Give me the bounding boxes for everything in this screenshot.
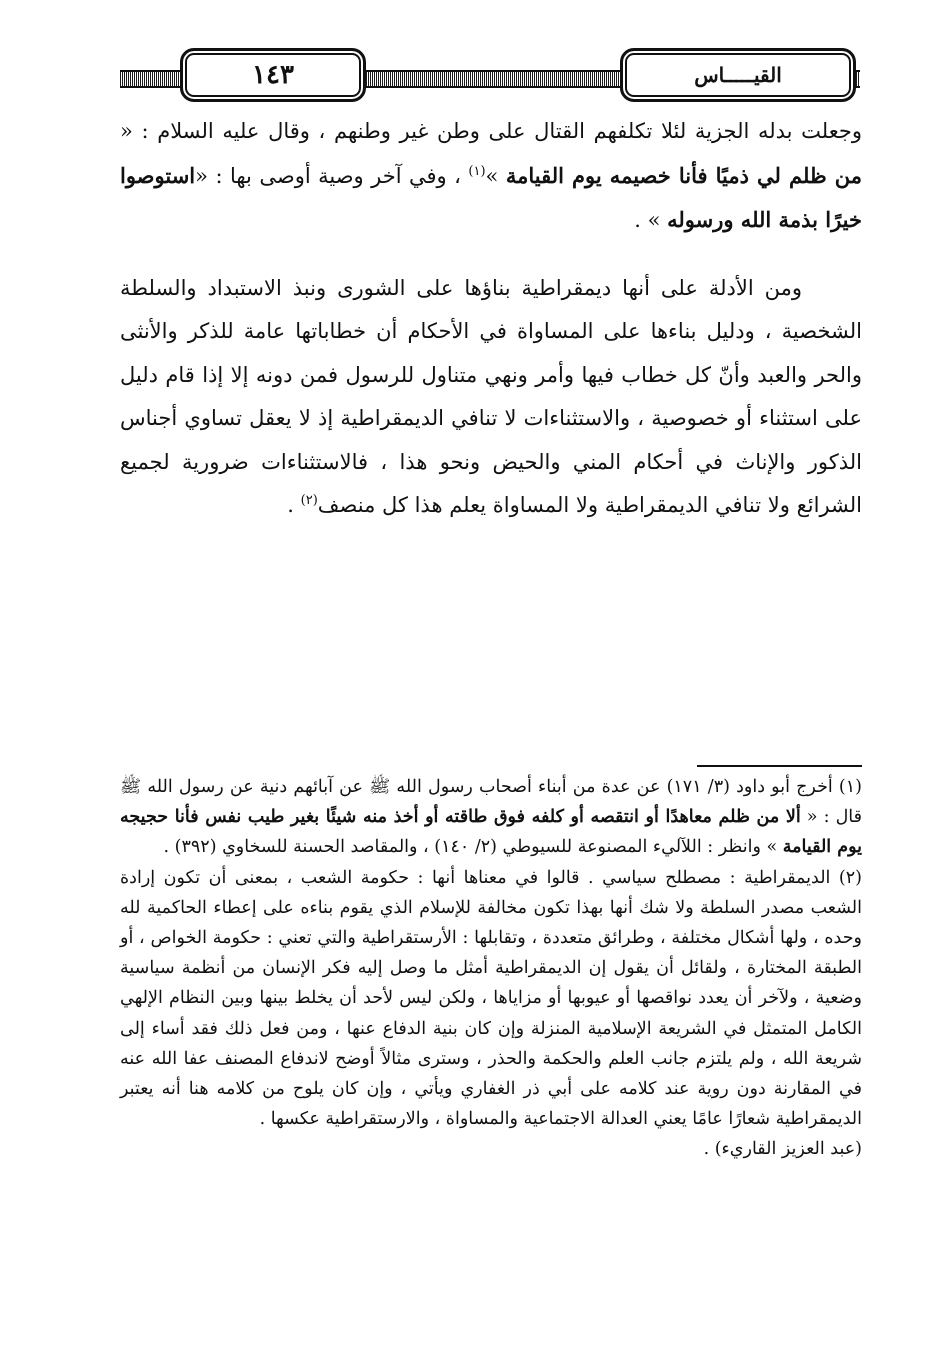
footnote-ref-2[interactable]: (٢) xyxy=(300,493,318,508)
p1-text-c: ، وفي آخر وصية أوصى بها : « xyxy=(195,163,469,188)
p1-text-d: » . xyxy=(634,208,668,232)
footnote-1 xyxy=(120,772,862,863)
fn1-text-b: » وانظر : اللآليء المصنوعة للسيوطي (٢/ ١٤٠) ، والمقاصد الحسنة للسخاوي (٣٩٢) . xyxy=(163,837,783,858)
p2-text-b: . xyxy=(287,493,301,517)
page-header xyxy=(120,48,860,100)
page-number-text: ١٤٣ xyxy=(252,60,294,90)
fn1-text-a: (١) أخرج أبو داود (٣/ ١٧١) عن عدة من أبناء أصحاب رسول الله ﷺ عن آبائهم دنية عن رسول الله ﷺ قال : « xyxy=(120,777,862,828)
p1-text-b: » xyxy=(485,163,506,188)
p2-text-a: ومن الأدلة على أنها ديمقراطية بناؤها على الشورى ونبذ الاستبداد والسلطة الشخصية ، ودليل بناءها على المساواة في الأحكام أن خطاباتها عامة للذكر والأنثى والحر والعبد وأنّ كل خطاب فيها وأمر ونهي متناول للرسول فمن دونه إلا إذا قام دليل على استثناء أو خصوصية ، والاستثناءات لا تنافي الديمقراطية إذ لا يعقل تساوي أجناس الذكور والإناث في أحكام المني والحيض ونحو هذا ، فالاستثناءات ضرورية لجميع الشرائع ولا تنافي الديمقراطية ولا المساواة يعلم هذا كل منصف xyxy=(120,275,862,517)
footnote-separator xyxy=(697,765,862,767)
fn1-hadith-quote: ألا من ظلم معاهدًا أو انتقصه أو كلفه فوق طاقته أو أخذ منه شيئًا بغير طيب نفس فأنا حجيجه يوم القيامة xyxy=(120,807,862,858)
footnote-2-signature xyxy=(120,1134,862,1164)
p1-hadith-quote-2: استوصوا خيرًا بذمة الله ورسوله xyxy=(120,162,862,232)
page-number xyxy=(180,48,366,102)
running-title-text: القيـــــاس xyxy=(694,63,782,87)
running-title xyxy=(620,48,856,102)
footnote-2 xyxy=(120,863,862,1135)
footnotes xyxy=(120,772,862,1165)
footnote-ref-1[interactable]: (١) xyxy=(468,163,486,179)
paragraph-2 xyxy=(120,267,862,528)
p1-hadith-quote-1: من ظلم لي ذميًا فأنا خصيمه يوم القيامة xyxy=(505,162,862,188)
paragraph-1 xyxy=(120,110,862,243)
fn2-signature-text: (عبد العزيز القاريء) . xyxy=(703,1139,862,1160)
p1-text-a: وجعلت بدله الجزية لئلا تكلفهم القتال على وطن غير وطنهم ، وقال عليه السلام : « xyxy=(120,119,862,143)
main-text xyxy=(120,110,862,528)
fn2-text: (٢) الديمقراطية : مصطلح سياسي . قالوا في معناها أنها : حكومة الشعب ، بمعنى أن تكون إرادة الشعب مصدر السلطة ولا شك أنها بهذا تكون مخالفة للإسلام الذي يقوم بناءه على إعطاء الحاكمية لله وحده ، ولها أشكال مختلفة ، وطرائق متعددة ، وتقابلها : الأرستقراطية والتي تعني : حكومة الخواص ، أو الطبقة المختارة ، ولقائل أن يقول إن الديمقراطية أمثل ما وصل إليه فكر الإنسان من أنظمة سياسية وضعية ، ولآخر أن يعدد نواقصها أو عيوبها أو مزاياها ، ولكن ليس لأحد أن يخلط بينها وبين النظام الإلهي الكامل المتمثل في الشريعة الإسلامية المنزلة وإن كان بنية الدفاع عنها ، ومن فعل ذلك فقد أساء إلى شريعة الله ، ولم يلتزم جانب العلم والحكمة والحذر ، وسترى مثالاً أوضح لاندفاع المصنف عفا الله عنه في المقارنة دون روية عند كلامه على أبي ذر الغفاري ويأتي ، وإن كان يلوح من كلامه هنا أنه يعتبر الديمقراطية شعارًا عامًا يعني العدالة الاجتماعية والمساواة ، والارستقراطية عكسها . xyxy=(120,867,862,1130)
